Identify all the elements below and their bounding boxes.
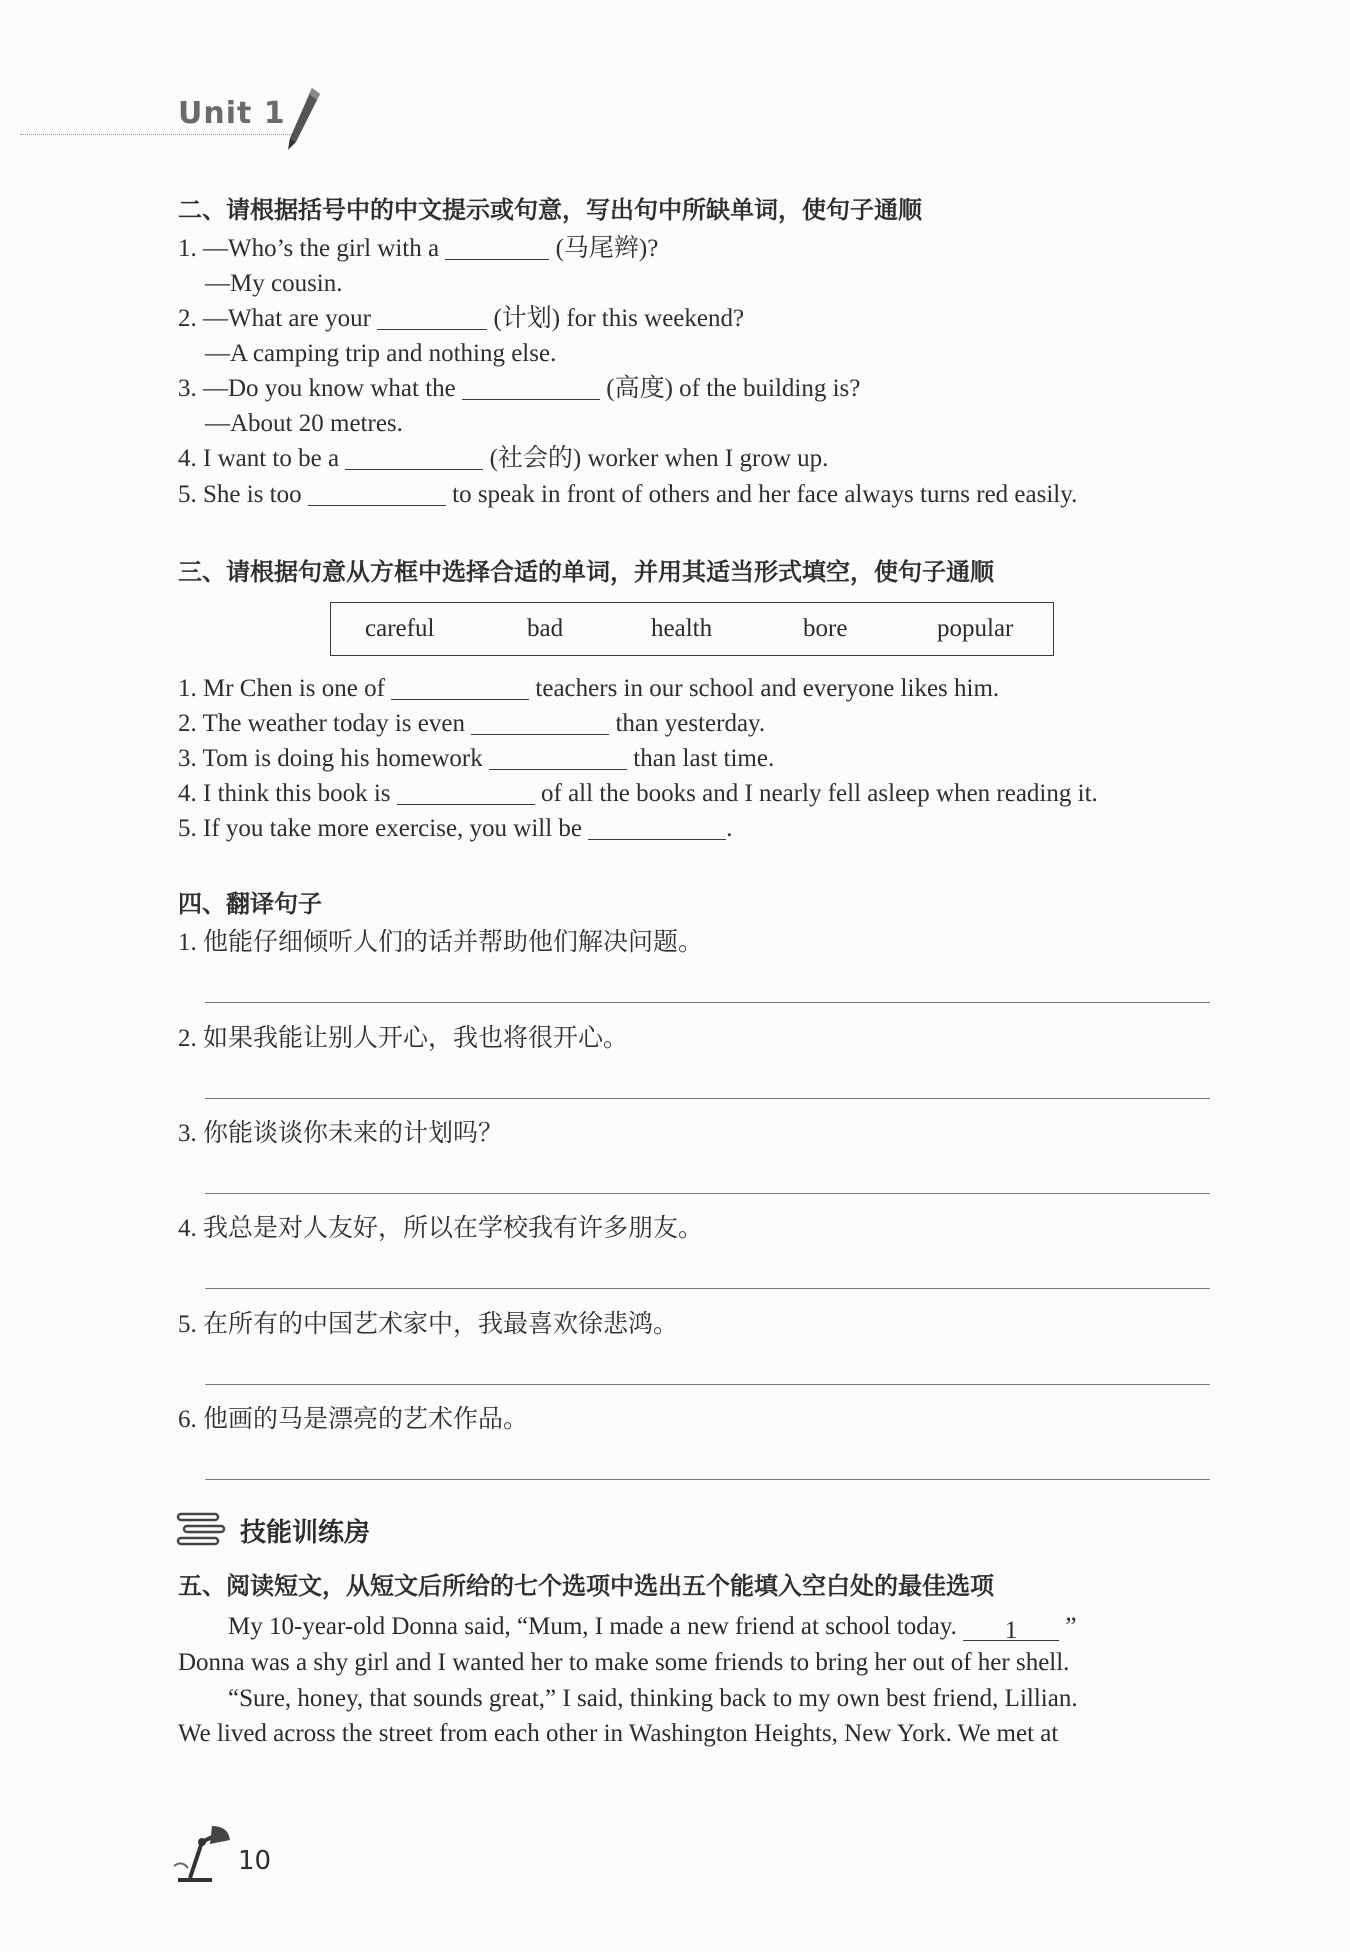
section-2-title: 二、请根据括号中的中文提示或句意，写出句中所缺单词，使句子通顺 (178, 196, 922, 224)
s2-q1-question: 1. —Who’s the girl with a (马尾辫)? (178, 235, 659, 262)
page-number: 10 (238, 1846, 272, 1876)
s2-q2-blank[interactable] (377, 305, 487, 330)
s2-q5-blank[interactable] (308, 481, 446, 506)
s3-q2-blank[interactable] (471, 710, 609, 735)
s4-q3: 3. 你能谈谈你未来的计划吗？ (178, 1120, 504, 1147)
passage-blank-1[interactable]: 1 (963, 1616, 1059, 1641)
unit-heading: Unit 1 (178, 96, 286, 131)
word-bank-box (330, 602, 1054, 656)
pen-icon (282, 84, 326, 154)
s5-para1-line1: My 10-year-old Donna said, “Mum, I made a new friend at school today. 1 ” (228, 1613, 1077, 1644)
s4-q5-answer-line[interactable] (205, 1384, 1210, 1385)
skill-training-icon (176, 1510, 228, 1550)
word-bank-item: bore (803, 615, 848, 642)
s2-q2-question: 2. —What are your (计划) for this weekend? (178, 305, 745, 332)
s3-q3: 3. Tom is doing his homework than last time. (178, 745, 775, 772)
s3-q1: 1. Mr Chen is one of teachers in our school and everyone likes him. (178, 675, 1000, 702)
s4-q4-answer-line[interactable] (205, 1288, 1210, 1289)
s2-q2-answer: —A camping trip and nothing else. (205, 340, 557, 367)
header-rule (20, 134, 298, 135)
s4-q1: 1. 他能仔细倾听人们的话并帮助他们解决问题。 (178, 929, 704, 956)
s2-q3-answer: —About 20 metres. (205, 410, 403, 437)
desk-lamp-icon (172, 1820, 236, 1884)
s4-q2-answer-line[interactable] (205, 1098, 1210, 1099)
s4-q5: 5. 在所有的中国艺术家中，我最喜欢徐悲鸿。 (178, 1311, 679, 1338)
s5-para2-line1: “Sure, honey, that sounds great,” I said, thinking back to my own best friend, Lillian. (228, 1685, 1078, 1712)
s3-q4-blank[interactable] (397, 780, 535, 805)
word-bank-item: careful (365, 615, 435, 642)
s2-q3-question: 3. —Do you know what the (高度) of the building is? (178, 375, 861, 402)
word-bank-item: bad (527, 615, 564, 642)
s3-q5: 5. If you take more exercise, you will be . (178, 815, 733, 842)
s2-q3-blank[interactable] (462, 375, 600, 400)
s4-q1-answer-line[interactable] (205, 1002, 1210, 1003)
s5-para2-line2: We lived across the street from each other in Washington Heights, New York. We met at (178, 1720, 1059, 1747)
section-4-title: 四、翻译句子 (178, 890, 322, 918)
s3-q4: 4. I think this book is of all the books and I nearly fell asleep when reading it. (178, 780, 1098, 807)
s2-q5: 5. She is too to speak in front of others and her face always turns red easily. (178, 481, 1078, 508)
s3-q5-blank[interactable] (588, 815, 726, 840)
s2-q1-answer: —My cousin. (205, 270, 343, 297)
s3-q1-blank[interactable] (391, 675, 529, 700)
section-3-title: 三、请根据句意从方框中选择合适的单词，并用其适当形式填空，使句子通顺 (178, 558, 994, 586)
s2-q4: 4. I want to be a (社会的) worker when I grow up. (178, 445, 829, 472)
word-bank-item: popular (937, 615, 1014, 642)
s5-para1-line2: Donna was a shy girl and I wanted her to make some friends to bring her out of her shell. (178, 1649, 1070, 1676)
s2-q1-blank[interactable] (445, 235, 549, 260)
s3-q2: 2. The weather today is even than yesterday. (178, 710, 766, 737)
s3-q3-blank[interactable] (489, 745, 627, 770)
skill-training-title: 技能训练房 (240, 1518, 371, 1548)
s2-q4-blank[interactable] (345, 445, 483, 470)
s4-q4: 4. 我总是对人友好，所以在学校我有许多朋友。 (178, 1215, 704, 1242)
s4-q6-answer-line[interactable] (205, 1479, 1210, 1480)
section-5-title: 五、阅读短文，从短文后所给的七个选项中选出五个能填入空白处的最佳选项 (178, 1572, 994, 1600)
word-bank-item: health (651, 615, 713, 642)
s4-q6: 6. 他画的马是漂亮的艺术作品。 (178, 1406, 529, 1433)
s4-q3-answer-line[interactable] (205, 1193, 1210, 1194)
s4-q2: 2. 如果我能让别人开心，我也将很开心。 (178, 1025, 629, 1052)
